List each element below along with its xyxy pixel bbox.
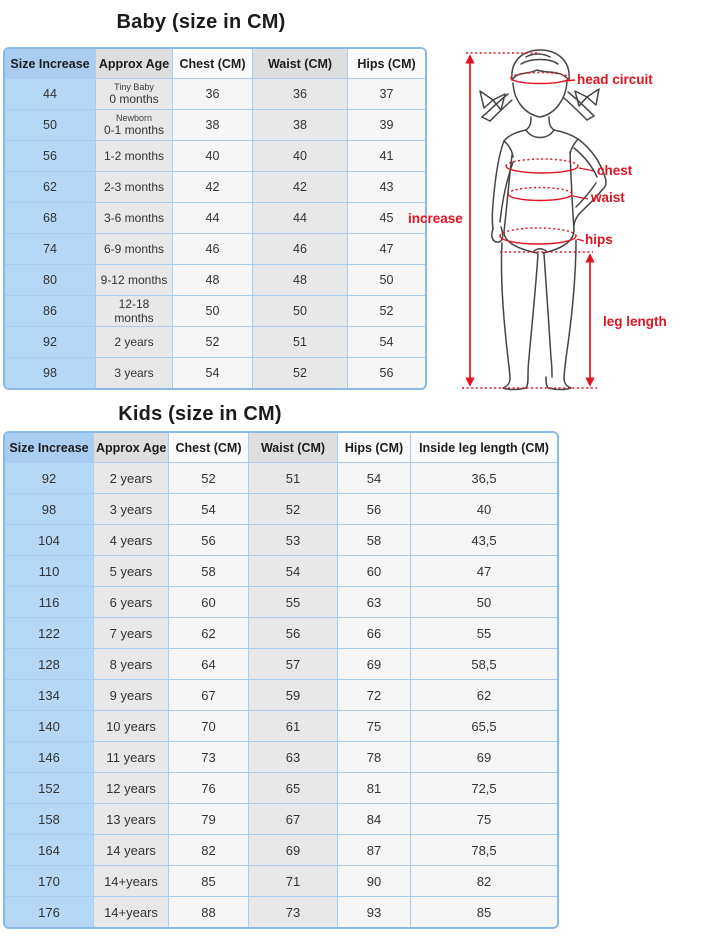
cell-hips: 47 [348, 234, 425, 265]
cell-age: 14 years [94, 835, 169, 866]
cell-hips: 81 [338, 773, 411, 804]
cell-waist: 51 [253, 327, 348, 358]
cell-hips: 90 [338, 866, 411, 897]
cell-chest: 88 [169, 897, 249, 927]
age-label: 0-1 months [103, 123, 165, 137]
cell-chest: 36 [173, 79, 253, 110]
table-row [5, 835, 557, 866]
age-label: 0 months [109, 92, 159, 106]
table-row [5, 680, 557, 711]
column-header: Approx Age [96, 49, 173, 79]
cell-inside_leg: 40 [411, 494, 557, 525]
chest-ellipse [506, 159, 594, 173]
cell-size: 146 [5, 742, 94, 773]
cell-waist: 42 [253, 172, 348, 203]
cell-chest: 82 [169, 835, 249, 866]
cell-chest: 44 [173, 203, 253, 234]
table-row [5, 172, 425, 203]
table-row [5, 463, 557, 494]
header-row [5, 433, 557, 463]
cell-inside_leg: 62 [411, 680, 557, 711]
cell-waist: 56 [249, 618, 338, 649]
cell-age: 5 years [94, 556, 169, 587]
cell-age: 8 years [94, 649, 169, 680]
table-row [5, 327, 425, 358]
cell-waist: 48 [253, 265, 348, 296]
cell-age: 3 years [96, 358, 173, 388]
cell-waist: 50 [253, 296, 348, 327]
table-row [5, 296, 425, 327]
cell-hips: 56 [348, 358, 425, 388]
cell-waist: 40 [253, 141, 348, 172]
table-row [5, 773, 557, 804]
table-row [5, 234, 425, 265]
cell-size: 164 [5, 835, 94, 866]
cell-chest: 85 [169, 866, 249, 897]
table-row [5, 494, 557, 525]
cell-waist: 61 [249, 711, 338, 742]
cell-age: 2 years [96, 327, 173, 358]
cell-age: 4 years [94, 525, 169, 556]
table-row [5, 618, 557, 649]
cell-age: 2 years [94, 463, 169, 494]
table-row [5, 742, 557, 773]
cell-size: 152 [5, 773, 94, 804]
head-circumference-ellipse [511, 73, 575, 84]
table-row [5, 587, 557, 618]
cell-age: 9-12 months [96, 265, 173, 296]
cell-hips: 78 [338, 742, 411, 773]
cell-inside_leg: 78,5 [411, 835, 557, 866]
cell-hips: 41 [348, 141, 425, 172]
cell-size: 104 [5, 525, 94, 556]
cell-waist: 63 [249, 742, 338, 773]
cell-age: 2-3 months [96, 172, 173, 203]
cell-chest: 54 [173, 358, 253, 388]
table-row [5, 804, 557, 835]
table-row [5, 79, 425, 110]
cell-inside_leg: 69 [411, 742, 557, 773]
cell-waist: 55 [249, 587, 338, 618]
cell-inside_leg: 55 [411, 618, 557, 649]
cell-hips: 37 [348, 79, 425, 110]
cell-hips: 45 [348, 203, 425, 234]
hips-label: hips [585, 232, 613, 247]
cell-chest: 64 [169, 649, 249, 680]
cell-size: 80 [5, 265, 96, 296]
cell-hips: 56 [338, 494, 411, 525]
cell-waist: 71 [249, 866, 338, 897]
cell-waist: 46 [253, 234, 348, 265]
cell-inside_leg: 50 [411, 587, 557, 618]
cell-waist: 73 [249, 897, 338, 927]
cell-hips: 72 [338, 680, 411, 711]
cell-hips: 63 [338, 587, 411, 618]
cell-hips: 58 [338, 525, 411, 556]
measurement-diagram [400, 40, 720, 400]
cell-age: 3-6 months [96, 203, 173, 234]
cell-inside_leg: 75 [411, 804, 557, 835]
cell-waist: 36 [253, 79, 348, 110]
cell-waist: 53 [249, 525, 338, 556]
cell-hips: 60 [338, 556, 411, 587]
cell-chest: 56 [169, 525, 249, 556]
cell-age: 12 years [94, 773, 169, 804]
column-header: Chest (CM) [173, 49, 253, 79]
cell-waist: 52 [253, 358, 348, 388]
table-row [5, 711, 557, 742]
cell-size: 176 [5, 897, 94, 927]
column-header: Chest (CM) [169, 433, 249, 463]
age-note: Tiny Baby [114, 82, 154, 92]
cell-size: 128 [5, 649, 94, 680]
kids-table-title: Kids (size in CM) [118, 403, 282, 425]
cell-age: 10 years [94, 711, 169, 742]
cell-size: 98 [5, 494, 94, 525]
cell-chest: 46 [173, 234, 253, 265]
cell-chest: 58 [169, 556, 249, 587]
cell-size: 92 [5, 463, 94, 494]
cell-age: 13 years [94, 804, 169, 835]
cell-chest: 62 [169, 618, 249, 649]
cell-size: 56 [5, 141, 96, 172]
cell-chest: 60 [169, 587, 249, 618]
table-row [5, 556, 557, 587]
cell-size: 98 [5, 358, 96, 388]
cell-waist: 54 [249, 556, 338, 587]
cell-age [96, 110, 173, 141]
cell-size: 134 [5, 680, 94, 711]
cell-inside_leg: 47 [411, 556, 557, 587]
cell-chest: 70 [169, 711, 249, 742]
cell-waist: 44 [253, 203, 348, 234]
column-header: Size Increase [5, 49, 96, 79]
cell-inside_leg: 43,5 [411, 525, 557, 556]
cell-age: 6-9 months [96, 234, 173, 265]
cell-chest: 52 [169, 463, 249, 494]
head-circuit-label: head circuit [577, 72, 653, 87]
cell-size: 110 [5, 556, 94, 587]
cell-hips: 87 [338, 835, 411, 866]
cell-hips: 39 [348, 110, 425, 141]
cell-waist: 52 [249, 494, 338, 525]
cell-waist: 69 [249, 835, 338, 866]
cell-hips: 52 [348, 296, 425, 327]
column-header: Waist (CM) [249, 433, 338, 463]
table-row [5, 649, 557, 680]
cell-waist: 59 [249, 680, 338, 711]
table-row [5, 141, 425, 172]
column-header: Approx Age [94, 433, 169, 463]
table-row [5, 897, 557, 927]
cell-size: 140 [5, 711, 94, 742]
cell-hips: 66 [338, 618, 411, 649]
cell-inside_leg: 82 [411, 866, 557, 897]
cell-size: 170 [5, 866, 94, 897]
cell-age: 12-18 months [96, 296, 173, 327]
cell-age [96, 79, 173, 110]
cell-chest: 76 [169, 773, 249, 804]
table-row [5, 358, 425, 388]
column-header: Waist (CM) [253, 49, 348, 79]
cell-size: 44 [5, 79, 96, 110]
waist-ellipse [508, 188, 588, 201]
increase-label: increase [408, 211, 463, 226]
age-note: Newborn [115, 113, 153, 123]
column-header: Size Increase [5, 433, 94, 463]
cell-chest: 79 [169, 804, 249, 835]
kids-size-table [3, 431, 559, 929]
cell-chest: 38 [173, 110, 253, 141]
cell-inside_leg: 36,5 [411, 463, 557, 494]
cell-size: 122 [5, 618, 94, 649]
waist-label: waist [591, 190, 625, 205]
leg-length-label: leg length [603, 314, 667, 329]
cell-age: 7 years [94, 618, 169, 649]
cell-size: 86 [5, 296, 96, 327]
column-header: Hips (CM) [338, 433, 411, 463]
cell-hips: 50 [348, 265, 425, 296]
cell-age: 6 years [94, 587, 169, 618]
cell-size: 92 [5, 327, 96, 358]
cell-size: 158 [5, 804, 94, 835]
table-row [5, 525, 557, 556]
cell-waist: 57 [249, 649, 338, 680]
table-row [5, 203, 425, 234]
cell-chest: 54 [169, 494, 249, 525]
cell-chest: 73 [169, 742, 249, 773]
table-row [5, 866, 557, 897]
baby-table-title: Baby (size in CM) [116, 11, 286, 33]
cell-size: 68 [5, 203, 96, 234]
cell-waist: 67 [249, 804, 338, 835]
cell-size: 74 [5, 234, 96, 265]
cell-age: 11 years [94, 742, 169, 773]
table-row [5, 265, 425, 296]
table-row [5, 110, 425, 141]
cell-hips: 69 [338, 649, 411, 680]
chest-label: chest [597, 163, 633, 178]
cell-chest: 40 [173, 141, 253, 172]
girl-figure-illustration [480, 50, 606, 390]
cell-hips: 75 [338, 711, 411, 742]
cell-hips: 43 [348, 172, 425, 203]
cell-waist: 38 [253, 110, 348, 141]
cell-inside_leg: 72,5 [411, 773, 557, 804]
cell-chest: 42 [173, 172, 253, 203]
cell-age: 3 years [94, 494, 169, 525]
cell-size: 116 [5, 587, 94, 618]
cell-age: 14+years [94, 866, 169, 897]
cell-waist: 65 [249, 773, 338, 804]
cell-chest: 50 [173, 296, 253, 327]
cell-hips: 54 [338, 463, 411, 494]
cell-size: 50 [5, 110, 96, 141]
header-row [5, 49, 425, 79]
cell-chest: 48 [173, 265, 253, 296]
cell-hips: 84 [338, 804, 411, 835]
cell-age: 1-2 months [96, 141, 173, 172]
cell-inside_leg: 58,5 [411, 649, 557, 680]
column-header: Hips (CM) [348, 49, 425, 79]
baby-size-table [3, 47, 427, 390]
cell-hips: 54 [348, 327, 425, 358]
cell-size: 62 [5, 172, 96, 203]
cell-inside_leg: 65,5 [411, 711, 557, 742]
cell-waist: 51 [249, 463, 338, 494]
cell-chest: 52 [173, 327, 253, 358]
cell-age: 9 years [94, 680, 169, 711]
leg-length-arrow [500, 252, 593, 384]
hips-ellipse [500, 228, 584, 244]
cell-age: 14+years [94, 897, 169, 927]
cell-chest: 67 [169, 680, 249, 711]
cell-hips: 93 [338, 897, 411, 927]
measurement-overlays [408, 53, 667, 388]
column-header: Inside leg length (CM) [411, 433, 557, 463]
cell-inside_leg: 85 [411, 897, 557, 927]
